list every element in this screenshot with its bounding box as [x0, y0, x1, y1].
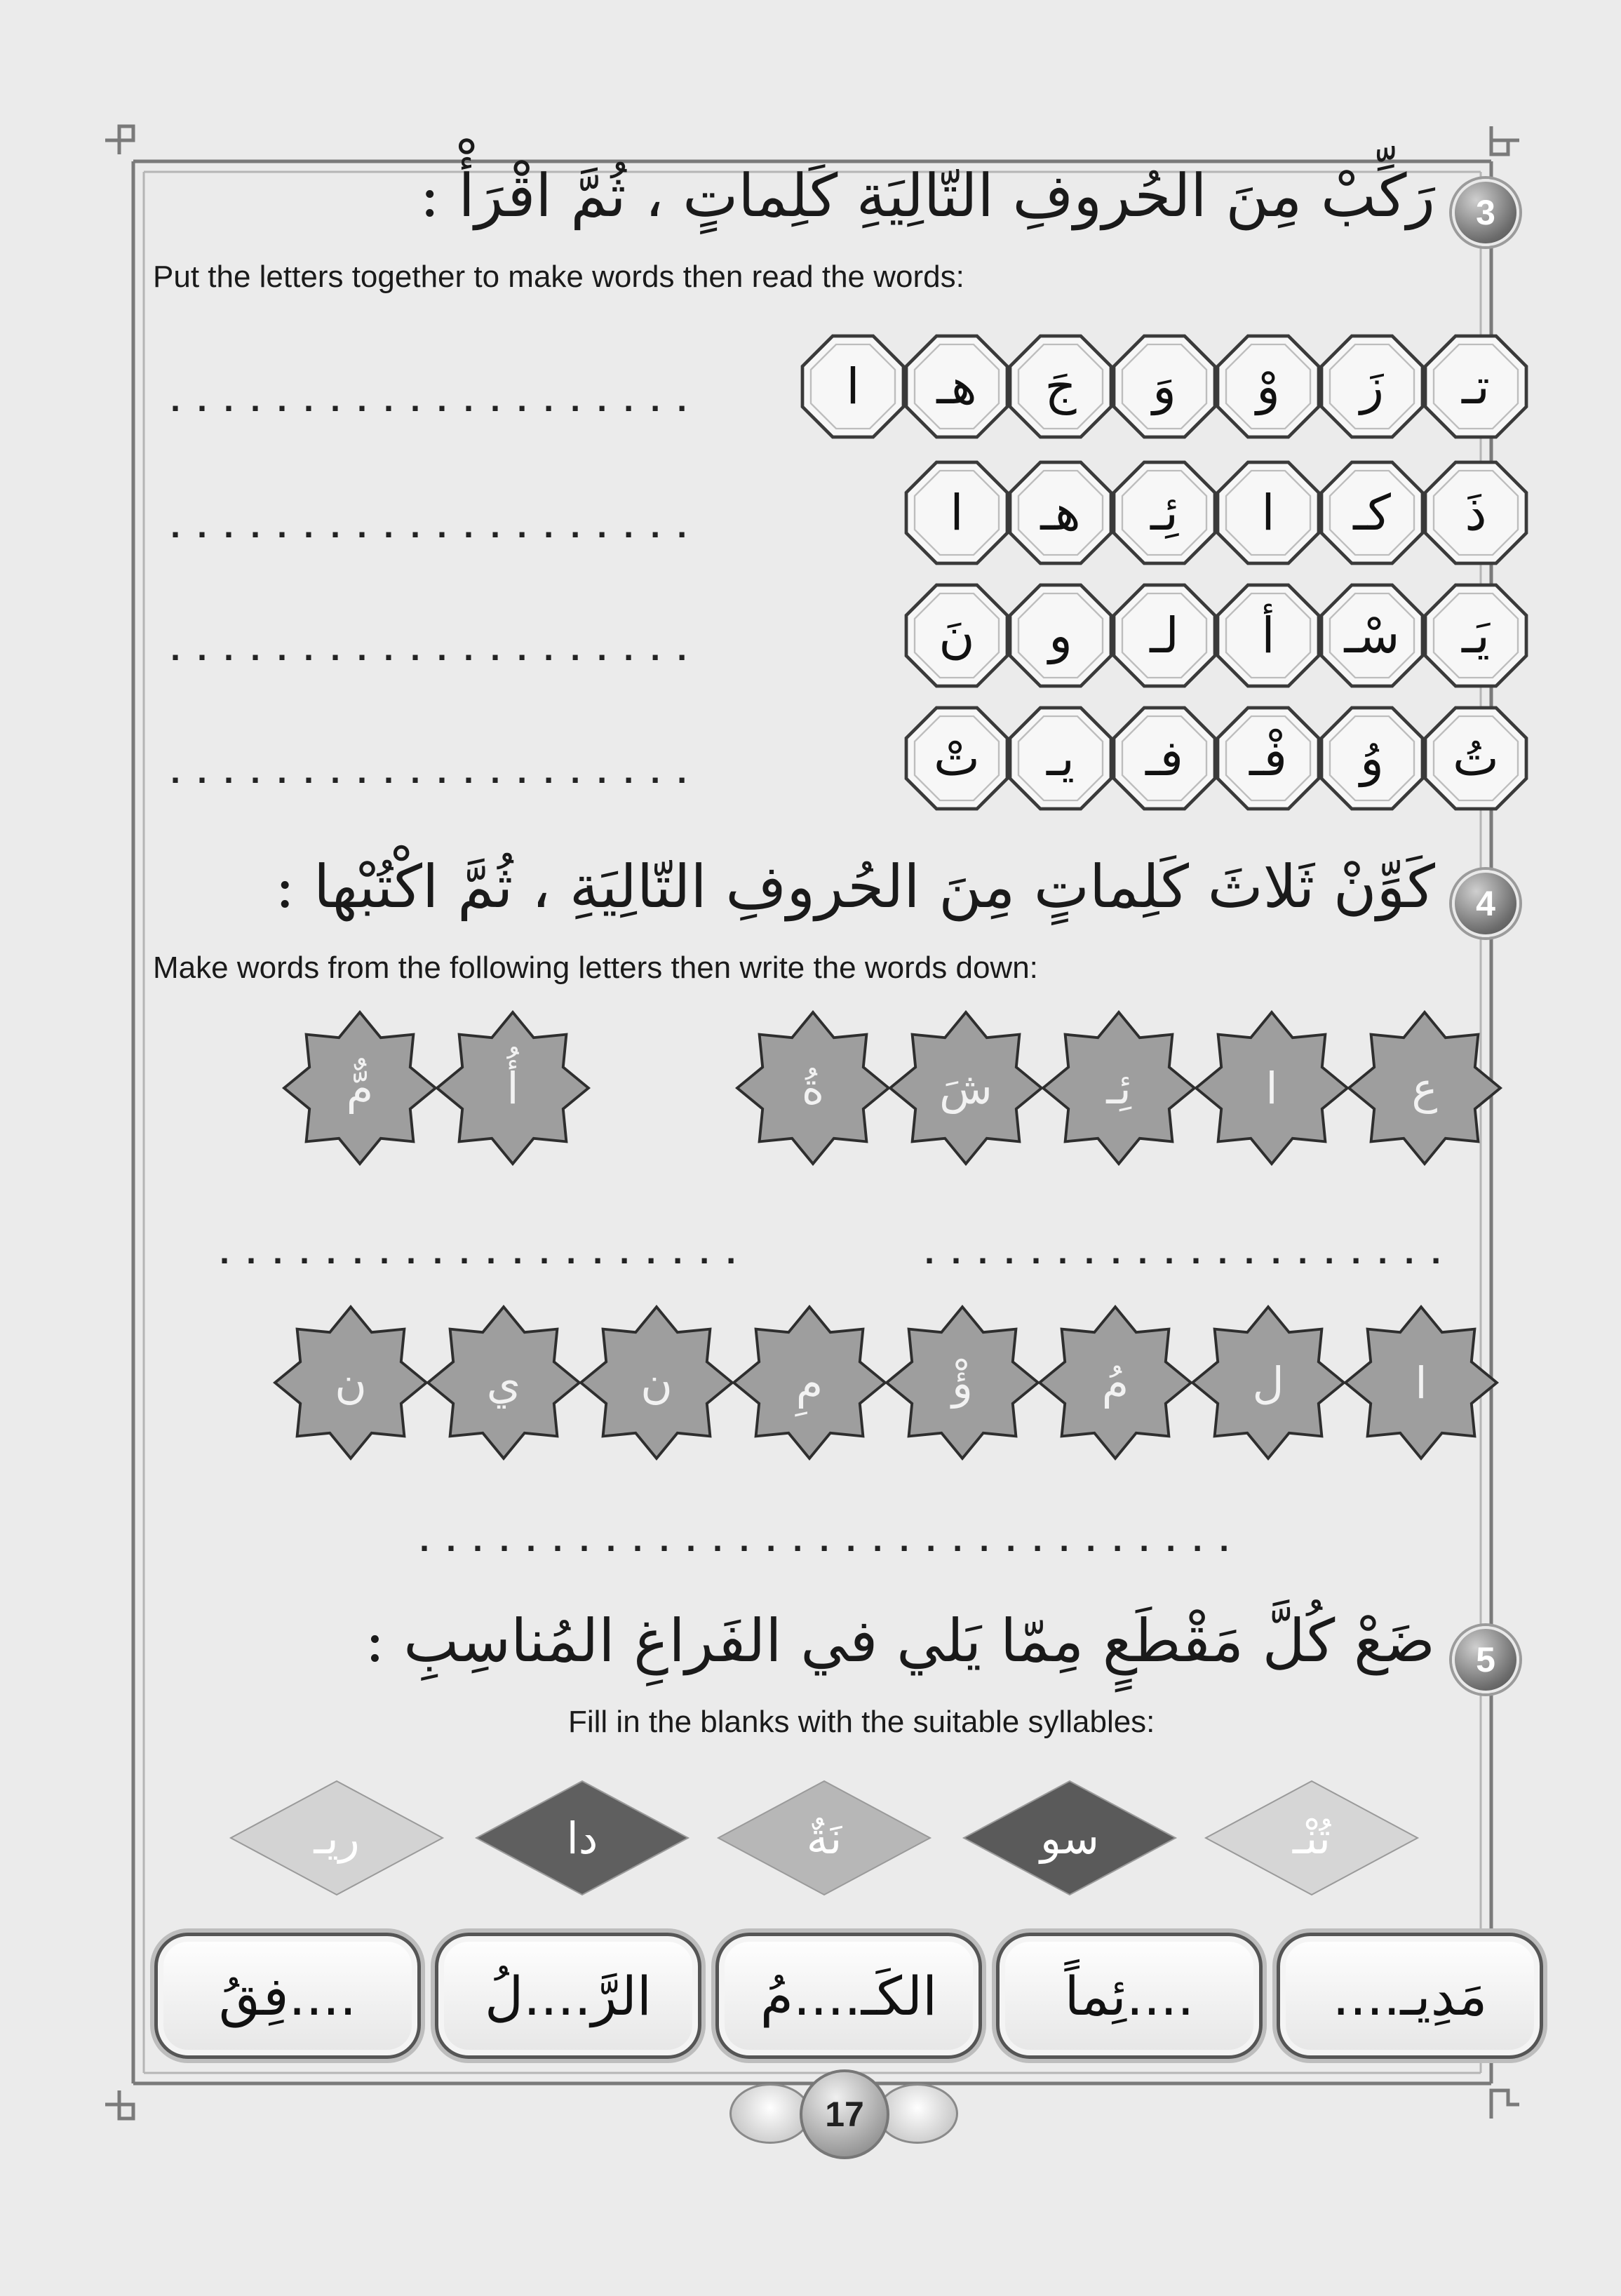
letter-label: ن: [335, 1357, 367, 1409]
exercise-5-instructions: Fill in the blanks with the suitable syllables:: [568, 1705, 1155, 1739]
exercise-3-number-badge: 3: [1452, 179, 1519, 246]
letter-tile: [1319, 705, 1425, 812]
letter-label: ل: [1252, 1357, 1284, 1409]
letter-tile: [1215, 582, 1321, 689]
letter-tile: [579, 1305, 734, 1461]
letter-label: وْ: [1256, 358, 1280, 415]
letter-label: أُ: [506, 1062, 519, 1114]
blank-word-box: ....ئِماً: [996, 1933, 1263, 2059]
letter-tile: [1343, 1305, 1499, 1461]
letter-label: يَـ: [1462, 607, 1490, 664]
blank-word-box: مَدِيـ....: [1277, 1933, 1543, 2059]
letter-tile: [732, 1305, 887, 1461]
letter-tile: [273, 1305, 429, 1461]
answer-line: ....................: [165, 382, 699, 422]
letter-label: ا: [1261, 484, 1275, 542]
letter-label: ؤْ: [952, 1357, 973, 1409]
letter-label: شَ: [939, 1062, 993, 1114]
letter-label: وَ: [1152, 358, 1176, 415]
letter-tile: [885, 1305, 1040, 1461]
exercise-4-title: كَوِّنْ ثَلاثَ كَلِماتٍ مِنَ الحُروفِ التّالِيَةِ ، ثُمَّ اكْتُبْها :: [275, 852, 1435, 921]
letter-tile: [1422, 459, 1529, 566]
letter-tile: [1203, 1778, 1420, 1898]
letter-tile: [903, 582, 1010, 689]
letter-label: ع: [1411, 1062, 1438, 1114]
letter-label: هـ: [1040, 484, 1081, 542]
page-number-ornament: [729, 2069, 954, 2161]
letter-label: ا: [1265, 1062, 1278, 1114]
answer-line: ....................: [919, 1235, 1453, 1275]
letter-label: فـ: [1145, 730, 1183, 787]
answer-line: ....................: [165, 754, 699, 794]
letter-tile: [1190, 1305, 1346, 1461]
letter-tile: [1111, 333, 1218, 440]
letter-tile: [903, 705, 1010, 812]
letter-label: زَ: [1360, 358, 1384, 415]
blank-word-box: ....فِقُ: [154, 1933, 421, 2059]
letter-label: تْ: [934, 730, 980, 787]
letter-label: هـ: [936, 358, 977, 415]
letter-tile: [1319, 333, 1425, 440]
letter-tile: [1215, 459, 1321, 566]
letter-label: ن: [640, 1357, 673, 1409]
letter-tile: [1319, 582, 1425, 689]
letter-label: ا: [846, 358, 860, 415]
letter-tile: [473, 1778, 691, 1898]
letter-tile: [715, 1778, 933, 1898]
letter-tile: [1041, 1010, 1197, 1166]
letter-tile: [1111, 705, 1218, 812]
letter-label: تـ: [1462, 358, 1490, 415]
exercise-4-number-badge: 4: [1452, 870, 1519, 937]
letter-label: ئِـ: [1150, 484, 1178, 542]
letter-tile: [800, 333, 906, 440]
letter-label: نَ: [939, 607, 975, 664]
letter-label: دا: [566, 1812, 598, 1864]
letter-label: سو: [1040, 1812, 1099, 1864]
letter-tile: [228, 1778, 445, 1898]
blank-word-box: الرَّ....لُ: [435, 1933, 701, 2059]
letter-tile: [1037, 1305, 1193, 1461]
exercise-3-instructions: Put the letters together to make words then read the words:: [153, 260, 964, 294]
letter-tile: [1215, 333, 1321, 440]
letter-tile: [1194, 1010, 1350, 1166]
letter-label: ا: [950, 484, 964, 542]
letter-label: مِ: [795, 1357, 823, 1409]
letter-tile: [1007, 582, 1114, 689]
exercise-5-number-badge: 5: [1452, 1626, 1519, 1693]
answer-line: ....................: [214, 1235, 748, 1275]
letter-tile: [1347, 1010, 1502, 1166]
letter-label: أ: [1261, 607, 1275, 664]
letter-label: كـ: [1353, 484, 1391, 542]
letter-label: سْـ: [1344, 607, 1400, 664]
page-number: 17: [800, 2069, 889, 2159]
letter-label: مٌّ: [346, 1062, 374, 1114]
letter-label: نَةٌ: [806, 1812, 842, 1864]
letter-tile: [1422, 333, 1529, 440]
letter-label: مُ: [1101, 1357, 1129, 1409]
exercise-3-title: رَكِّبْ مِنَ الحُروفِ التّالِيَةِ كَلِماتٍ ، ثُمَّ اقْرَأْ :: [419, 161, 1435, 230]
letter-tile: [735, 1010, 891, 1166]
letter-tile: [1007, 705, 1114, 812]
letter-label: ا: [1415, 1357, 1427, 1409]
letter-label: وُ: [1360, 730, 1384, 787]
letter-label: فْـ: [1249, 730, 1287, 787]
answer-line: ....................: [165, 631, 699, 671]
letter-tile: [282, 1010, 438, 1166]
letter-tile: [903, 333, 1010, 440]
answer-line: ....................: [165, 509, 699, 549]
letter-label: ةُ: [801, 1062, 825, 1114]
blank-word-box: الكَـ....مُ: [715, 1933, 982, 2059]
letter-tile: [1422, 582, 1529, 689]
letter-label: تُ: [1453, 730, 1499, 787]
letter-tile: [961, 1778, 1178, 1898]
letter-tile: [1111, 582, 1218, 689]
exercise-4-instructions: Make words from the following letters then write the words down:: [153, 951, 1038, 985]
answer-line: ...............................: [414, 1522, 1241, 1562]
letter-label: ريـ: [314, 1812, 360, 1864]
letter-tile: [435, 1010, 591, 1166]
letter-label: جَ: [1044, 358, 1077, 415]
letter-tile: [1422, 705, 1529, 812]
letter-label: ي: [486, 1357, 521, 1409]
letter-tile: [1007, 459, 1114, 566]
letter-tile: [1319, 459, 1425, 566]
letter-tile: [1007, 333, 1114, 440]
letter-label: يـ: [1047, 730, 1075, 787]
letter-tile: [903, 459, 1010, 566]
letter-tile: [1215, 705, 1321, 812]
letter-label: لـ: [1150, 607, 1179, 664]
letter-tile: [1111, 459, 1218, 566]
letter-label: و: [1049, 607, 1072, 664]
exercise-5-title: ضَعْ كُلَّ مَقْطَعٍ مِمّا يَلي في الفَراغِ المُناسِبِ :: [365, 1606, 1435, 1675]
letter-label: تُنْـ: [1292, 1812, 1331, 1864]
letter-label: ذَ: [1465, 484, 1487, 542]
letter-tile: [426, 1305, 581, 1461]
letter-tile: [888, 1010, 1044, 1166]
letter-label: ئِـ: [1106, 1062, 1131, 1114]
